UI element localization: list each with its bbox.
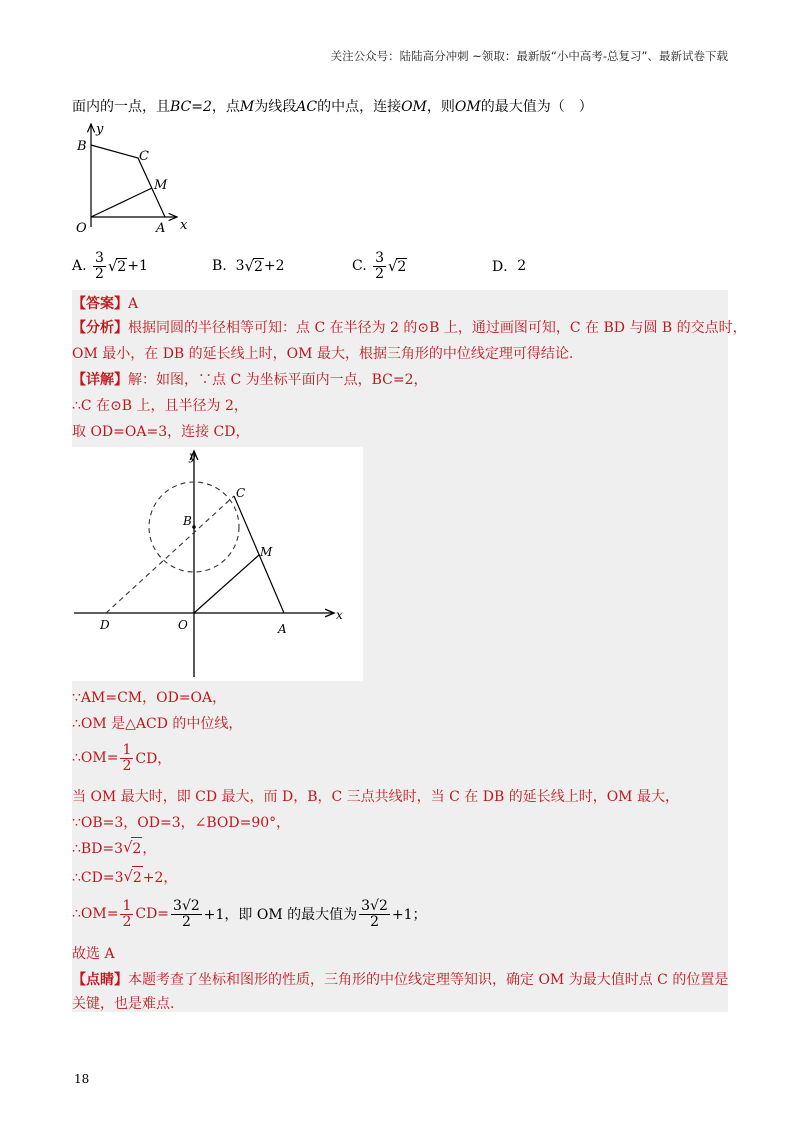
fig2-label-y: y [189, 449, 196, 463]
fig1-label-a: A [156, 221, 166, 236]
page-number: 18 [74, 1072, 90, 1086]
line9-post: ， [142, 840, 157, 857]
detail-line-1 [72, 369, 428, 391]
q-mid2: 为线段 [254, 99, 297, 115]
option-c-rad: 2 [397, 258, 407, 275]
option-b-rad: 2 [253, 258, 263, 275]
question-text [72, 96, 593, 116]
line6-post: CD， [135, 751, 172, 767]
fig1-label-m: M [154, 178, 168, 193]
detail-line-9 [72, 837, 156, 860]
solution-figure [72, 447, 363, 681]
answer-value: A [128, 296, 139, 312]
detail-tag: 【详解】 [72, 372, 128, 388]
option-a-tail: +1 [127, 258, 148, 274]
fig2-label-d: D [100, 618, 110, 632]
line10-sqrt: √ 2 [123, 866, 142, 889]
fig2-label-x: x [336, 608, 343, 622]
detail-line-6 [72, 740, 171, 776]
line11-frac1 [120, 899, 133, 929]
option-c-frac [373, 251, 386, 281]
comment-text-1: 本题考查了坐标和图形的性质，三角形的中位线定理等知识，确定 OM 为最大值时点 C 的位置是 [128, 972, 729, 988]
fig2-label-m: M [260, 545, 273, 559]
option-a-label: A. [72, 258, 87, 274]
line11-frac3 [359, 899, 390, 929]
line11-f2d: 2 [181, 913, 191, 930]
fig1-label-y: y [96, 122, 104, 137]
line11-f2n: 3√2 [173, 897, 200, 914]
fig1-label-c: C [139, 149, 149, 164]
line10-pre: ∴CD=3 [72, 869, 124, 886]
line11-mid: CD= [135, 906, 170, 922]
comment-line-1 [72, 969, 728, 991]
line10-post: +2， [142, 869, 178, 886]
line11-end: +1； [391, 907, 427, 923]
option-a-frac [93, 251, 106, 281]
option-d-val: 2 [517, 258, 527, 274]
detail-line-3: 取 OD=OA=3，连接 CD， [72, 424, 250, 440]
comment-line-2: 关键，也是难点. [72, 996, 175, 1012]
fig2-label-c: C [236, 486, 246, 500]
q-ac: AC [296, 99, 318, 115]
answer-tag: 【答案】 [72, 296, 128, 312]
option-d-label: D． [492, 259, 518, 275]
line9-sqrt: √ 2 [123, 837, 142, 860]
option-b-sqrt: √ 2 [244, 257, 263, 275]
line11-f1d: 2 [122, 913, 132, 930]
option-d [492, 248, 526, 284]
line6-num: 1 [122, 741, 132, 758]
line6-pre: ∴OM= [72, 750, 119, 766]
detail-line-5: ∴OM 是△ACD 的中位线， [72, 716, 243, 732]
line11-f3n: 3√2 [361, 897, 388, 914]
line9-rad: 2 [131, 837, 142, 860]
fig2-label-o: O [178, 618, 188, 632]
option-b-coef: 3 [235, 258, 245, 274]
detail-line-11 [72, 894, 427, 934]
option-c-den: 2 [375, 265, 385, 282]
detail-line-8: ∵OB=3，OD=3，∠BOD=90°， [72, 815, 291, 831]
q-bc: BC=2 [170, 99, 212, 115]
option-a [72, 248, 148, 284]
fig2-label-a: A [278, 622, 287, 636]
q-mid4: ，则 [426, 99, 455, 115]
option-b-tail: +2 [263, 258, 285, 274]
q-om2: OM [454, 99, 481, 115]
option-b [212, 248, 285, 284]
analysis-line-1 [72, 317, 747, 339]
fig2-label-b: B [183, 514, 192, 528]
option-a-den: 2 [95, 265, 104, 282]
detail-line-10 [72, 866, 177, 889]
q-mid1: ，点 [211, 99, 240, 115]
line11-f1n: 1 [122, 897, 132, 914]
option-a-sqrt: √ 2 [107, 257, 127, 275]
detail-text-1: 解：如图，∵点 C 为坐标平面内一点，BC=2， [128, 372, 428, 388]
line10-rad: 2 [132, 866, 143, 889]
option-c-num: 3 [375, 249, 385, 266]
answer-line [72, 293, 138, 315]
line6-den: 2 [122, 757, 132, 774]
analysis-text-1: 根据同圆的半径相等可知：点 C 在半径为 2 的⊙B 上，通过画图可知，C 在 BD 与圆 B 的交点时， [128, 320, 747, 336]
option-c [352, 248, 407, 284]
option-a-num: 3 [95, 249, 104, 266]
q-text-pre: 面内的一点，且 [72, 99, 170, 115]
q-om1: OM [401, 99, 427, 115]
fig1-label-b: B [77, 139, 87, 154]
option-b-label: B. [212, 258, 227, 274]
line9-pre: ∴BD=3 [72, 840, 124, 857]
line11-pre: ∴OM= [72, 906, 119, 922]
line6-frac [120, 743, 133, 773]
fig1-label-x: x [180, 218, 188, 233]
detail-line-4: ∵AM=CM，OD=OA， [72, 690, 227, 706]
answer-options [72, 248, 712, 288]
q-end: 的最大值为（ ） [480, 99, 593, 115]
option-c-sqrt: √ 2 [388, 257, 407, 275]
solution-block [72, 290, 747, 1012]
question-figure [72, 118, 202, 238]
line11-frac2 [171, 899, 202, 929]
comment-tag: 【点睛】 [72, 972, 128, 988]
option-c-label: C. [352, 258, 367, 274]
line11-mid2: +1，即 OM 的最大值为 [203, 907, 358, 923]
analysis-line-2: OM 最小，在 DB 的延长线上时，OM 最大，根据三角形的中位线定理可得结论. [72, 346, 574, 362]
detail-line-2: ∴C 在⊙B 上，且半径为 2， [72, 398, 248, 414]
option-a-rad: 2 [117, 258, 127, 275]
page-header: 关注公众号：陆陆高分冲刺 ~领取：最新版“小中高考-总复习”、最新试卷下载 [330, 49, 728, 63]
q-mid3: 的中点，连接 [317, 99, 402, 115]
detail-line-7: 当 OM 最大时，即 CD 最大，而 D，B，C 三点共线时，当 C 在 DB 的延长线上时，OM 最大， [72, 789, 679, 805]
fig1-label-o: O [76, 221, 87, 236]
q-m: M [239, 99, 255, 115]
analysis-tag: 【分析】 [72, 320, 128, 336]
detail-line-12: 故选 A [72, 946, 115, 962]
line11-f3d: 2 [370, 913, 379, 930]
